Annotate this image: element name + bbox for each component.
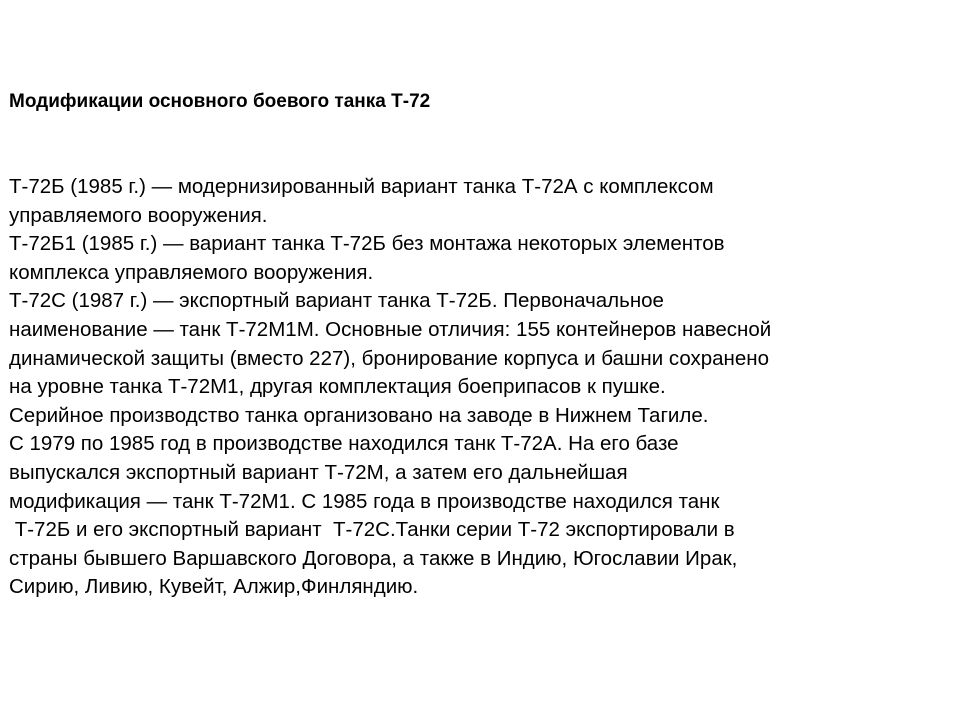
text-line: управляемого вооружения. xyxy=(9,203,268,227)
text-line: на уровне танка Т-72М1, другая комплектация боеприпасов к пушке. xyxy=(9,375,666,399)
document-title: Модификации основного боевого танка Т-72 xyxy=(9,91,431,112)
text-line: модификация — танк Т-72М1. С 1985 года в производстве находился танк xyxy=(9,489,720,513)
text-line: С 1979 по 1985 год в производстве находился танк Т-72А. На его базе xyxy=(9,432,679,456)
text-line: Сирию, Ливию, Кувейт, Алжир,Финляндию. xyxy=(9,575,419,599)
text-line: Т-72С (1987 г.) — экспортный вариант танка Т-72Б. Первоначальное xyxy=(9,289,664,313)
text-line: Т-72Б1 (1985 г.) — вариант танка Т-72Б без монтажа некоторых элементов xyxy=(9,232,725,256)
text-line: страны бывшего Варшавского Договора, а также в Индию, Югославии Ирак, xyxy=(9,546,738,570)
text-line: Т-72Б и его экспортный вариант Т-72С.Танки серии Т-72 экспортировали в xyxy=(9,518,735,542)
document-body xyxy=(9,173,954,602)
text-line: Серийное производство танка организовано на заводе в Нижнем Тагиле. xyxy=(9,403,709,427)
text-line: выпускался экспортный вариант Т-72М, а затем его дальнейшая xyxy=(9,460,628,484)
text-line: наименование — танк Т-72М1М. Основные отличия: 155 контейнеров навесной xyxy=(9,317,772,341)
text-line: Т-72Б (1985 г.) — модернизированный вариант танка Т-72А с комплексом xyxy=(9,175,714,198)
text-line: динамической защиты (вместо 227), бронирование корпуса и башни сохранено xyxy=(9,346,770,370)
text-line: комплекса управляемого вооружения. xyxy=(9,260,374,284)
